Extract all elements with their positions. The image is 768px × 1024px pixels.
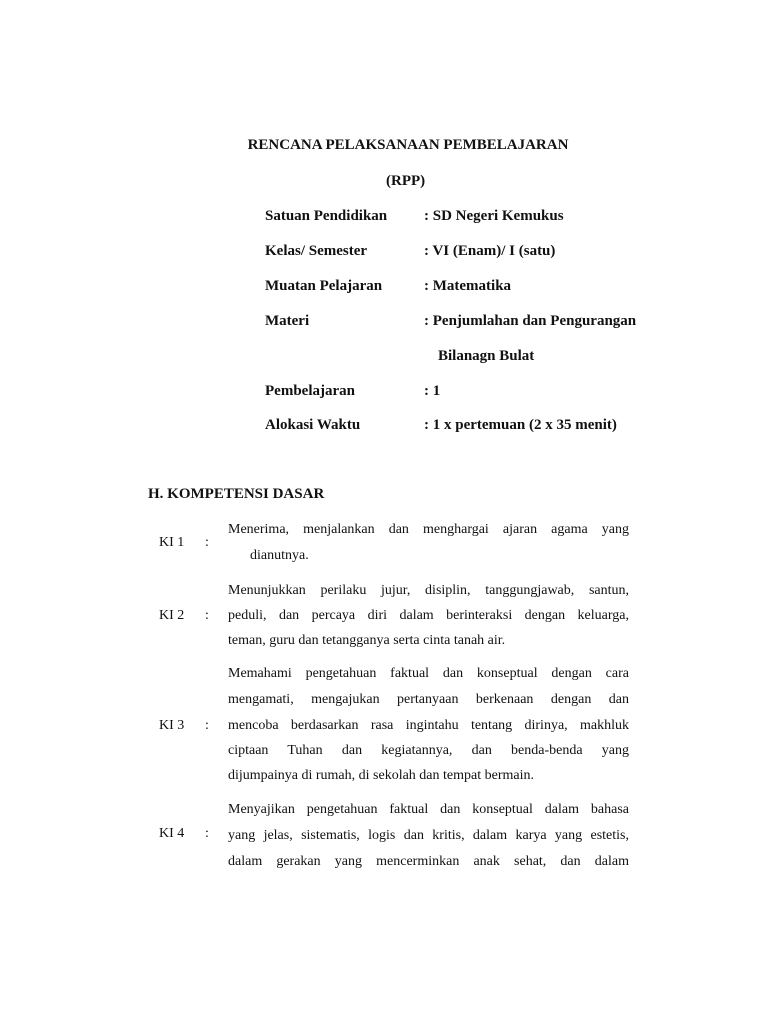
ki-text-line: yang jelas, sistematis, logis dan kritis, dalam karya yang estetis, xyxy=(228,828,629,843)
identity-label-pembelajaran: Pembelajaran xyxy=(265,383,355,399)
identity-value-kelas: : VI (Enam)/ I (satu) xyxy=(424,243,556,259)
identity-value-satuan: : SD Negeri Kemukus xyxy=(424,208,564,224)
identity-value-materi: : Penjumlahan dan Pengurangan xyxy=(424,313,637,329)
ki-label: KI 1 xyxy=(159,535,185,550)
ki-colon: : xyxy=(205,826,209,841)
identity-label-alokasi: Alokasi Waktu xyxy=(265,417,361,433)
ki-text-line: Memahami pengetahuan faktual dan konseptual dengan cara xyxy=(228,666,629,681)
ki-label: KI 2 xyxy=(159,608,185,623)
ki-text-line: Menyajikan pengetahuan faktual dan konseptual dalam bahasa xyxy=(228,802,629,817)
identity-label-satuan: Satuan Pendidikan xyxy=(265,208,388,224)
identity-value-alokasi: : 1 x pertemuan (2 x 35 menit) xyxy=(424,417,617,433)
identity-value-pembelajaran: : 1 xyxy=(424,383,441,399)
ki-text-line: dalam gerakan yang mencerminkan anak sehat, dan dalam xyxy=(228,854,629,869)
ki-text-line: dianutnya. xyxy=(250,548,309,563)
section-heading: H. KOMPETENSI DASAR xyxy=(148,486,325,502)
ki-text-line: ciptaan Tuhan dan kegiatannya, dan benda-benda yang xyxy=(228,743,629,758)
identity-value-materi-continuation: Bilanagn Bulat xyxy=(438,348,535,364)
identity-value-muatan: : Matematika xyxy=(424,278,512,294)
ki-text-line: mengamati, mengajukan pertanyaan berkenaan dengan dan xyxy=(228,692,629,707)
ki-colon: : xyxy=(205,535,209,550)
ki-text-line: mencoba berdasarkan rasa ingintahu tentang dirinya, makhluk xyxy=(228,718,629,733)
ki-label: KI 4 xyxy=(159,826,185,841)
ki-text-line: Menunjukkan perilaku jujur, disiplin, tanggungjawab, santun, xyxy=(228,583,629,598)
ki-label: KI 3 xyxy=(159,718,185,733)
identity-label-materi: Materi xyxy=(265,313,310,329)
ki-colon: : xyxy=(205,718,209,733)
ki-text-line: teman, guru dan tetangganya serta cinta tanah air. xyxy=(228,633,506,648)
ki-text-line: peduli, dan percaya diri dalam berinteraksi dengan keluarga, xyxy=(228,608,629,623)
document-title: RENCANA PELAKSANAAN PEMBELAJARAN xyxy=(247,137,569,153)
ki-text-line: dijumpainya di rumah, di sekolah dan tempat bermain. xyxy=(228,768,534,783)
ki-text-line: Menerima, menjalankan dan menghargai ajaran agama yang xyxy=(228,522,629,537)
ki-colon: : xyxy=(205,608,209,623)
identity-label-muatan: Muatan Pelajaran xyxy=(265,278,383,294)
identity-label-kelas: Kelas/ Semester xyxy=(265,243,368,259)
document-subtitle: (RPP) xyxy=(386,173,426,189)
